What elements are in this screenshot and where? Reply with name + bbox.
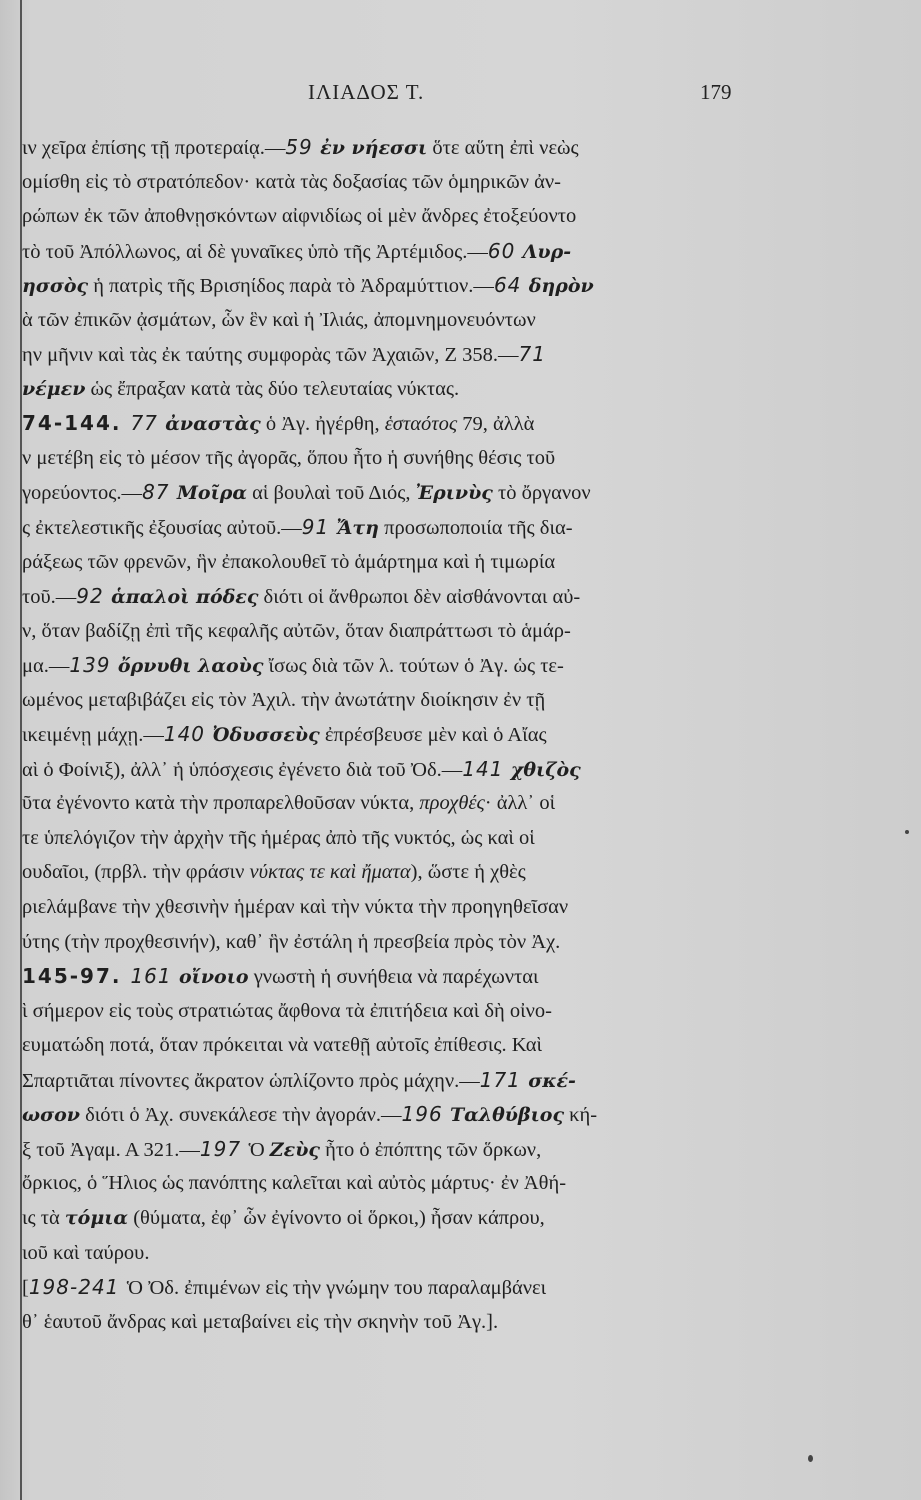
text-lemma: Λυρ-: [522, 240, 572, 263]
text-run: ὁ Ἀγ. ἠγέρθη,: [260, 413, 385, 436]
text-run: ὅτε αὕτη ἐπὶ νεὼς: [427, 137, 579, 159]
text-num: 92: [76, 584, 112, 609]
text-num: 87: [142, 480, 177, 505]
text-run: ν, ὅταν βαδίζῃ ἐπὶ τῆς κεφαλῆς αὐτῶν, ὅταν διαπράττωσι τὸ ἁμάρ-: [22, 619, 571, 642]
text-run: ὄρκιος, ὁ Ἥλιος ὡς πανόπτης καλεῖται καὶ αὐτὸς μάρτυς· ἐν Ἀθή-: [22, 1172, 567, 1195]
text-lemma: ἐν νήεσσι: [320, 137, 428, 159]
text-run: ῦτα ἐγένοντο κατὰ τὴν προπαρελθοῦσαν νύκτα,: [22, 792, 420, 815]
text-lemma: ωσον: [22, 1104, 80, 1127]
text-run: ἦτο ὁ ἐπόπτης τῶν ὅρκων,: [319, 1138, 542, 1161]
running-head: [0, 80, 921, 110]
text-run: τοῦ.—: [22, 586, 77, 609]
text-num: 198-241: [28, 1275, 127, 1300]
text-line: [22, 1305, 902, 1340]
text-run: ευματώδη ποτά, ὅταν πρόκειται νὰ νατεθῇ αὐτοῖς ἐπίθεσις. Καὶ: [22, 1034, 543, 1057]
text-line: [22, 994, 902, 1029]
text-run: ομίσθη εἰς τὸ στρατόπεδον· κατὰ τὰς δοξασίας τῶν ὁμηρικῶν ἀν-: [22, 170, 561, 193]
text-line: [22, 683, 902, 718]
text-run: διότι ὁ Ἀχ. συνεκάλεσε τὴν ἀγοράν.—: [79, 1104, 402, 1127]
text-ital: ἑσταότος: [384, 413, 458, 436]
text-line: [22, 268, 902, 303]
text-line: [22, 372, 902, 407]
text-line: [22, 545, 902, 580]
text-run: ις τὰ: [22, 1206, 65, 1229]
text-run: γνωστὴ ἡ συνήθεια νὰ παρέχωνται: [248, 966, 539, 989]
commentary-text: [22, 130, 902, 1339]
text-run: ριελάμβανε τὴν χθεσινὴν ἡμέραν καὶ τὴν νύκτα τὴν προηγηθεῖσαν: [22, 896, 569, 919]
text-run: ὰ τῶν ἐπικῶν ᾀσμάτων, ὧν ἓν καὶ ἡ Ἰλιάς, ἀπομνημονευόντων: [22, 308, 536, 331]
text-run: · ἀλλ᾽ οἱ: [484, 792, 556, 815]
text-num: 71: [518, 342, 546, 367]
scan-speck: [808, 1455, 813, 1462]
text-lemma: νέμεν: [22, 377, 86, 400]
text-run: ρώπων ἐκ τῶν ἀποθνῃσκόντων αἰφνιδίως οἱ μὲν ἄνδρες ἐτοξεύοντο: [22, 205, 577, 228]
text-num: 59: [285, 135, 321, 159]
text-line: [22, 855, 902, 890]
text-line: [22, 1063, 902, 1098]
text-run: Ὁ Ὀδ. ἐπιμένων εἰς τὴν γνώμην του παραλαμβάνει: [126, 1277, 547, 1300]
text-lemma: ὄρνυθι λαοὺς: [117, 655, 264, 678]
text-run: διότι οἱ ἄνθρωποι δὲν αἰσθάνονται αὐ-: [258, 586, 581, 609]
text-lemma: οἴνοιο: [178, 966, 249, 989]
text-line: [22, 441, 902, 476]
text-run: αὶ ὁ Φοίνιξ), ἀλλ᾽ ἡ ὑπόσχεσις ἐγένετο διὰ τοῦ Ὀδ.—: [22, 758, 463, 781]
text-run: ωμένος μεταβιβάζει εἰς τὸν Ἀχιλ. τὴν ἀνωτάτην διοίκησιν ἐν τῇ: [22, 688, 546, 711]
text-range: 74-144.: [22, 411, 131, 436]
text-lemma: Ὀδυσσεὺς: [212, 724, 320, 747]
text-lemma: Ζεὺς: [269, 1138, 320, 1161]
text-run: ὶ σήμερον εἰς τοὺς στρατιώτας ἄφθονα τὰ ἐπιτήδεια καὶ δὴ οἰνο-: [22, 999, 552, 1022]
text-line: [22, 406, 902, 441]
text-line: [22, 821, 902, 856]
text-num: 171: [479, 1067, 529, 1092]
text-line: [22, 510, 902, 545]
page-number: 179: [700, 80, 732, 104]
text-run: 79, ἀλλὰ: [457, 413, 535, 436]
text-lemma: Μοῖρα: [176, 482, 248, 505]
text-run: μα.—: [22, 655, 70, 678]
text-run: τε ὑπελόγιζον τὴν ἀρχὴν τῆς ἡμέρας ἀπὸ τῆς νυκτός, ὡς καὶ οἱ: [22, 826, 535, 849]
text-run: ἴσως διὰ τῶν λ. τούτων ὁ Ἀγ. ὡς τε-: [263, 655, 564, 678]
text-run: γορεύοντος.—: [22, 482, 143, 505]
text-line: [22, 890, 902, 925]
text-num: 196: [401, 1102, 451, 1127]
text-line: [22, 925, 902, 960]
text-num: 139: [69, 653, 118, 678]
text-line: [22, 234, 902, 269]
text-lemma: ἀναστὰς: [165, 413, 261, 436]
text-run: ὡς ἔπραξαν κατὰ τὰς δύο τελευταίας νύκτας.: [85, 377, 460, 400]
text-line: [22, 1166, 902, 1201]
text-run: ς ἐκτελεστικῆς ἐξουσίας αὐτοῦ.—: [22, 517, 302, 540]
text-line: [22, 165, 902, 200]
text-run: τὸ τοῦ Ἀπόλλωνος, αἱ δὲ γυναῖκες ὑπὸ τῆς Ἀρτέμιδος.—: [22, 240, 488, 263]
text-run: [: [22, 1277, 29, 1300]
text-lemma: ἁπαλοὶ πόδες: [111, 586, 259, 609]
text-run: (θύματα, ἐφ᾽ ὧν ἐγίνοντο οἱ ὅρκοι,) ἦσαν κάπρου,: [128, 1206, 545, 1229]
text-range: 145-97.: [22, 964, 131, 989]
text-run: ξ τοῦ Ἀγαμ. Α 321.—: [22, 1138, 200, 1161]
text-run: ουδαῖοι, (πρβλ. τὴν φράσιν: [22, 861, 250, 884]
text-line: [22, 959, 902, 994]
text-ital: προχθές: [419, 792, 485, 815]
text-run: ιοῦ καὶ ταύρου.: [22, 1241, 150, 1264]
text-run: προσωποποιία τῆς δια-: [378, 517, 573, 540]
text-lemma: Ἄτη: [336, 517, 379, 540]
text-num: 91: [301, 515, 337, 540]
text-ital: νύκτας τε καὶ ἤματα: [249, 861, 411, 884]
text-run: ην μῆνιν καὶ τὰς ἐκ ταύτης συμφορὰς τῶν Ἀχαιῶν, Ζ 358.—: [22, 344, 519, 367]
text-lemma: χθιζὸς: [510, 758, 581, 781]
text-line: [22, 752, 902, 787]
text-num: 60: [487, 238, 523, 263]
text-line: [22, 786, 902, 821]
text-run: ύτης (τὴν προχθεσινήν), καθ᾽ ἣν ἐστάλη ἡ πρεσβεία πρὸς τὸν Ἀχ.: [22, 930, 561, 953]
text-run: ν μετέβη εἰς τὸ μέσον τῆς ἀγορᾶς, ὅπου ἦτο ἡ συνήθης θέσις τοῦ: [22, 446, 556, 469]
text-line: [22, 1236, 902, 1271]
text-num: 140: [163, 722, 213, 747]
text-lemma: σκέ-: [528, 1069, 576, 1092]
running-title: ΙΛΙΑΔΟΣ Τ.: [308, 80, 425, 104]
text-num: 141: [462, 756, 511, 781]
text-run: ικειμένῃ μάχῃ.—: [22, 724, 164, 747]
text-run: ιν χεῖρα ἐπίσης τῇ προτεραίᾳ.—: [22, 137, 286, 159]
text-line: [22, 130, 902, 165]
text-line: [22, 1097, 902, 1132]
text-run: θ᾽ ἑαυτοῦ ἄνδρας καὶ μεταβαίνει εἰς τὴν σκηνὴν τοῦ Ἀγ.].: [22, 1310, 499, 1333]
text-line: [22, 337, 902, 372]
text-lemma: Ταλθύβιος: [450, 1104, 565, 1127]
text-line: [22, 1028, 902, 1063]
text-run: ἐπρέσβευσε μὲν καὶ ὁ Αἴας: [319, 724, 547, 747]
text-run: τὸ ὄργανον: [492, 482, 591, 505]
text-line: [22, 475, 902, 510]
text-line: [22, 1201, 902, 1236]
text-run: ράξεως τῶν φρενῶν, ἣν ἐπακολουθεῖ τὸ ἁμάρτημα καὶ ἡ τιμωρία: [22, 550, 556, 573]
text-line: [22, 579, 902, 614]
text-num: 77: [130, 411, 166, 436]
text-num: 197: [199, 1136, 249, 1161]
text-run: ), ὥστε ἡ χθὲς: [410, 861, 526, 884]
text-line: [22, 614, 902, 649]
text-run: κή-: [564, 1104, 598, 1127]
text-lemma: ησσὸς: [22, 275, 89, 298]
text-lemma: δηρὸν: [528, 275, 594, 298]
text-run: αἱ βουλαὶ τοῦ Διός,: [247, 482, 416, 505]
text-num: 64: [493, 273, 529, 298]
text-line: [22, 1132, 902, 1167]
text-run: ἡ πατρὶς τῆς Βρισηίδος παρὰ τὸ Ἀδραμύττιον.—: [88, 275, 494, 298]
scan-speck: [905, 830, 909, 834]
text-run: Ὁ: [248, 1138, 270, 1161]
text-line: [22, 1270, 902, 1305]
text-run: Σπαρτιᾶται πίνοντες ἄκρατον ὡπλίζοντο πρὸς μάχην.—: [22, 1069, 480, 1092]
text-lemma: τόμια: [64, 1206, 129, 1229]
text-num: 161: [130, 964, 179, 989]
text-line: [22, 717, 902, 752]
text-line: [22, 648, 902, 683]
text-line: [22, 303, 902, 338]
text-line: [22, 199, 902, 234]
text-lemma: Ἐρινὺς: [415, 482, 493, 505]
